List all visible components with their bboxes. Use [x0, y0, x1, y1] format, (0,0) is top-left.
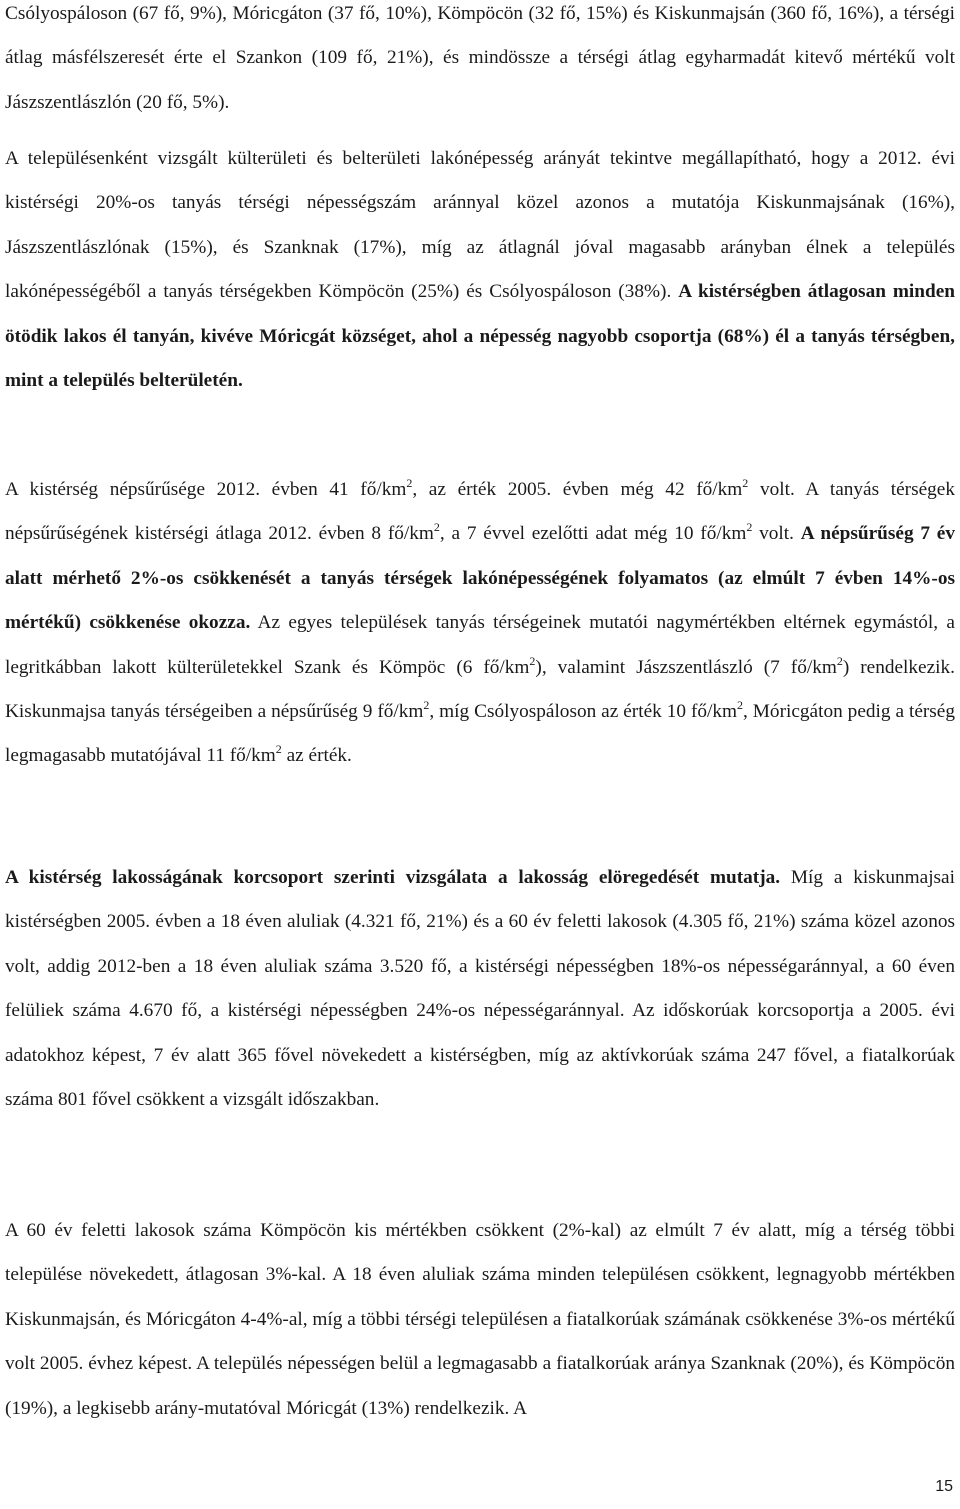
text-run: , míg Csólyospáloson az érték 10 fő/km [429, 701, 738, 723]
text-run: , az érték 2005. évben még 42 fő/km [412, 479, 743, 500]
text-run: ) rendelkezik. Kiskunmajsa tanyás térségeiben a népsűrűség 9 fő/km [5, 656, 955, 723]
paragraph-age-groups-by-settlement [5, 1209, 955, 1431]
text-run: , Móricgáton pedig a térség legmagasabb mutatójával 11 fő/km [5, 701, 956, 767]
page-number: 15 [935, 1478, 953, 1495]
paragraph-settlement-comparison [5, 0, 955, 125]
superscript: 2 [737, 698, 744, 713]
superscript: 2 [529, 653, 536, 668]
text-run: ), valamint Jászszentlászló (7 fő/km [535, 656, 837, 678]
superscript: 2 [275, 742, 282, 757]
text-run: A településenként vizsgált külterületi és belterületi lakónépesség arányát tekintve megállapítható, hogy a 2012. évi kistérségi 20%-os tanyás térségi népességszám aránnyal közel azonos a mutatója Kiskunmajsának (16%), Jászszentlászlónak (15%), és Szanknak (17%), míg az átlagnál jóval magasabb arányban élnek a település lakónépességéből a tanyás térségekben Kömpöcön (25%) és Csólyospáloson (38%). [5, 148, 955, 303]
text-run: A 60 év feletti lakosok száma Kömpöcön kis mértékben csökkent (2%-kal) az elmúlt 7 év alatt, míg a térség többi települése növekedett, átlagosan 3%-kal. A 18 éven aluliak száma minden településen csökkent, legnagyobb mértékben Kiskunmajsán, és Móricgáton 4-4%-al, míg a többi térségi településen a fiatalkorúak számának csökkenése 3%-os mértékű volt 2005. évhez képest. A település népességen belül a legmagasabb a fiatalkorúak aránya Szanknak (20%), és Kömpöcön (19%), a legkisebb arány-mutatóval Móricgát (13%) rendelkezik. A [5, 1220, 955, 1419]
text-run: , a 7 évvel ezelőtti adat még 10 fő/km [439, 523, 747, 545]
superscript: 2 [742, 476, 749, 490]
paragraph-outskirts-population [5, 137, 955, 403]
superscript: 2 [836, 653, 843, 668]
bold-statement: A kistérség lakosságának korcsoport szerinti vizsgálata a lakosság elöregedését mutatja. [5, 867, 781, 888]
text-run: Csólyospáloson (67 fő, 9%), Móricgáton (37 fő, 10%), Kömpöcön (32 fő, 15%) és Kiskunmajsán (360 fő, 16%), a térségi átlag másfélszeresét érte el Szankon (109 fő, 21%), és mindössze a térségi átlag egyharmadát kitevő mértékű volt Jászszentlászlón (20 fő, 5%). [5, 3, 955, 113]
bold-statement: A népsűrűség 7 év alatt mérhető 2%-os csökkenését a tanyás térségek lakónépességének folyamatos (az elmúlt 7 évben 14%-os mértékű) csökkenése okozza. [5, 523, 956, 634]
text-run: Az egyes települések tanyás térségeinek mutatói nagymértékben eltérnek egymástól, a legritkábban lakott külterületekkel Szank és Kömpöc (6 fő/km [5, 612, 955, 678]
text-run: volt. [752, 523, 794, 545]
paragraph-population-density [5, 468, 955, 779]
superscript: 2 [423, 698, 430, 713]
text-run: Míg a kiskunmajsai kistérségben 2005. évben a 18 éven aluliak (4.321 fő, 21%) és a 60 év feletti lakosok (4.305 fő, 21%) száma közel azonos volt, addig 2012-ben a 18 éven aluliak száma 3.520 fő, a kistérségi népességben 18%-os népességaránnyal, a 60 éven felüliek száma 4.670 fő, a kistérségi népességben 24%-os népességaránnyal. Az időskorúak korcsoportja a 2005. évi adatokhoz képest, 7 év alatt 365 fővel növekedett a kistérségben, míg az aktívkorúak száma 247 fővel, a fiatalkorúak száma 801 fővel csökkent a vizsgált időszakban. [5, 867, 955, 1111]
text-run: A kistérség népsűrűsége 2012. évben 41 fő/km [5, 479, 407, 500]
bold-statement: A kistérségben átlagosan minden ötödik lakos él tanyán, kivéve Móricgát községet, ahol a népesség nagyobb csoportja (68%) él a tanyás térségben, mint a település belterületén. [5, 281, 955, 392]
paragraph-age-groups [5, 856, 955, 1122]
superscript: 2 [406, 476, 413, 490]
superscript: 2 [746, 520, 753, 535]
text-run: az érték. [281, 745, 352, 767]
superscript: 2 [433, 520, 440, 535]
text-run: volt. A tanyás térségek népsűrűségének kistérségi átlaga 2012. évben 8 fő/km [5, 479, 955, 545]
